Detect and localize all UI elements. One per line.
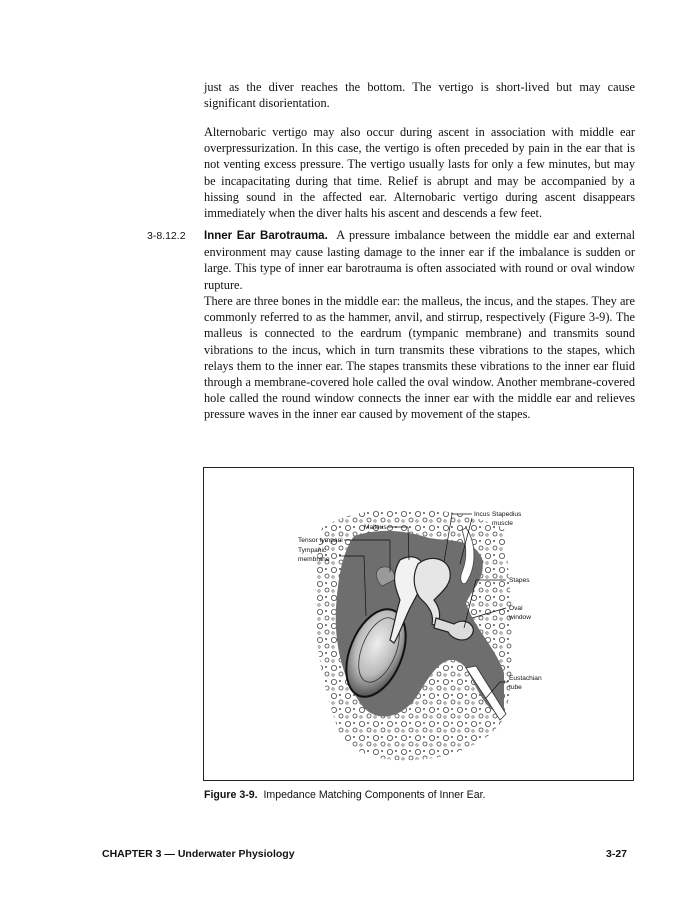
label-stapes: Stapes	[509, 577, 530, 584]
label-tympanic: Tympanic	[298, 547, 327, 554]
footer-chapter: CHAPTER 3 — Underwater Physiology	[102, 848, 295, 860]
figure-3-9	[203, 467, 634, 781]
label-membrane: membrane	[298, 556, 330, 563]
caption-label: Figure 3-9.	[204, 789, 258, 801]
label-eustachian: Eustachian	[509, 675, 542, 682]
caption-text: Impedance Matching Components of Inner Ear.	[263, 789, 486, 801]
paragraph-vertigo-end: just as the diver reaches the bottom. The vertigo is short-lived but may cause significant disorientation.	[204, 80, 635, 111]
figure-caption	[204, 789, 485, 801]
label-muscle: muscle	[492, 520, 513, 527]
ear-anatomy-illustration	[204, 468, 635, 782]
label-tube: tube	[509, 684, 522, 691]
label-incus: Incus	[474, 511, 490, 518]
footer-page-number: 3-27	[606, 848, 628, 860]
section-text: A pressure imbalance between the middle ear and external environment may cause lasting damage to the inner ear if the imbalance is sudden or large. This type of inner ear barotrauma is often associated with round or oval window rupture.	[204, 228, 635, 292]
section-number: 3-8.12.2	[147, 230, 186, 242]
label-oval: Oval	[509, 605, 523, 612]
label-malleus: Malleus	[364, 524, 387, 531]
label-stapedius: Stapedius	[492, 511, 522, 518]
label-window: window	[509, 614, 531, 621]
paragraph-alternobaric-ascent: Alternobaric vertigo may also occur during ascent in association with middle ear overpressurization. In this case, the vertigo is often preceded by pain in the ear that is not venting excess pressure. The vertigo usually lasts for only a few minutes, but may be incapacitating during that time. Relief is abrupt and may be accompanied by a hissing sound in the affected ear. Alternobaric vertigo during ascent disappears immediately when the diver halts his ascent and descends a few feet.	[204, 125, 635, 221]
label-tensor-tympani: Tensor tympani	[298, 537, 343, 544]
paragraph-inner-ear-barotrauma	[204, 227, 635, 293]
section-title: Inner Ear Barotrauma.	[204, 230, 328, 242]
paragraph-middle-ear-bones: There are three bones in the middle ear: the malleus, the incus, and the stapes. They are commonly referred to as the hammer, anvil, and stirrup, respectively (Figure 3-9). The malleus is connected to the eardrum (tympanic membrane) and transmits sound vibrations to the incus, which in turn transmits these vibrations to the stapes, which relays them to the inner ear. The stapes transmits these vibrations to the inner ear fluid through a membrane-covered hole called the oval window. Another membrane-covered hole called the round window connects the inner ear with the middle ear and relieves pressure waves in the inner ear caused by movement of the stapes.	[204, 294, 635, 422]
